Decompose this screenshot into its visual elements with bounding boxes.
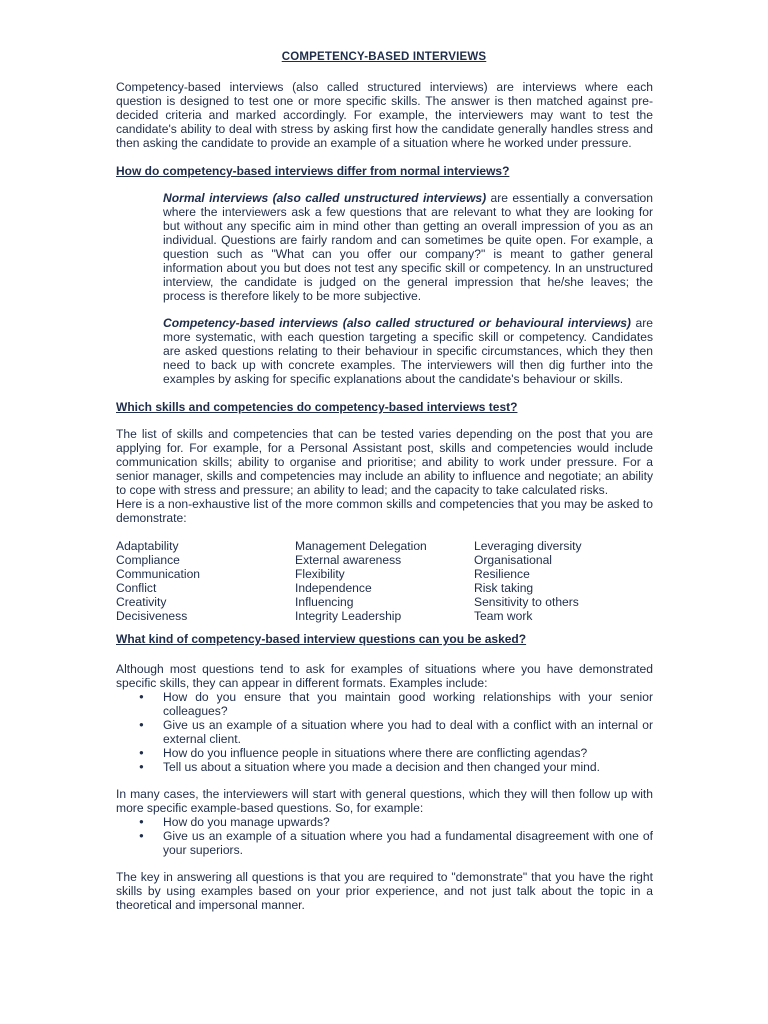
skill-item: Flexibility — [295, 567, 345, 581]
skill-item: Team work — [474, 609, 533, 623]
list-item: ● How do you ensure that you maintain good working relationships with your senior colleagues? — [139, 690, 653, 718]
section-heading-questions: What kind of competency-based interview questions can you be asked? — [116, 632, 527, 646]
skills-column-2 — [295, 539, 474, 623]
skill-item: Decisiveness — [116, 609, 188, 623]
intro-paragraph: Competency-based interviews (also called structured interviews) are interviews where each question is designed to test one or more specific skills. The answer is then matched against pre-decided criteria and marked accordingly. For example, the interviewers may want to test the candidate's ability to deal with stress by asking first how the candidate generally handles stress and then asking the candidate to provide an example of a situation where he worked under pressure. — [116, 80, 653, 150]
section-heading-differences: How do competency-based interviews differ from normal interviews? — [116, 164, 510, 178]
skill-item: Management Delegation — [295, 539, 427, 553]
list-item: ● Give us an example of a situation where you had a fundamental disagreement with one of your superiors. — [139, 829, 653, 857]
skill-item: Sensitivity to others — [474, 595, 579, 609]
skill-item: Creativity — [116, 595, 167, 609]
competency-interviews-paragraph — [163, 316, 653, 386]
skills-list-intro: Here is a non-exhaustive list of the more common skills and competencies that you may be asked to demonstrate: — [116, 497, 653, 525]
skills-column-3 — [474, 539, 653, 623]
list-item: ● Tell us about a situation where you made a decision and then changed your mind. — [139, 760, 653, 774]
section-heading-skills: Which skills and competencies do competency-based interviews test? — [116, 400, 518, 414]
document-body — [116, 80, 653, 912]
skill-item: Influencing — [295, 595, 354, 609]
skill-item: Integrity Leadership — [295, 609, 402, 623]
skills-paragraph: The list of skills and competencies that can be tested varies depending on the post that you are applying for. For example, for a Personal Assistant post, skills and competencies would include communication skills; ability to organise and prioritise; and ability to work under pressure. For a senior manager, skills and competencies may include an ability to influence and negotiate; an ability to cope with stress and pressure; an ability to lead; and the capacity to take calculated risks. — [116, 427, 653, 497]
document-title: COMPETENCY-BASED INTERVIEWS — [281, 51, 487, 63]
follow-up-paragraph: In many cases, the interviewers will start with general questions, which they will then follow up with more specific example-based questions. So, for example: — [116, 787, 653, 815]
key-answer-paragraph: The key in answering all questions is that you are required to "demonstrate" that you have the right skills by using examples based on your prior experience, and not just talk about the topic in a theoretical and impersonal manner. — [116, 870, 653, 912]
skills-table — [116, 539, 653, 623]
follow-up-questions-list — [139, 815, 653, 857]
skill-item: Adaptability — [116, 539, 179, 553]
skill-item: Communication — [116, 567, 201, 581]
skill-item: Organisational — [474, 553, 552, 567]
questions-paragraph: Although most questions tend to ask for examples of situations where you have demonstrated specific skills, they can appear in different formats. Examples include: — [116, 662, 653, 690]
normal-interviews-paragraph — [163, 191, 653, 303]
list-item: ● How do you manage upwards? — [139, 815, 653, 829]
competency-interviews-text: are more systematic, with each question targeting a specific skill or competency. Candidates are asked questions relating to their behaviour in specific circumstances, which they then need to back up with concrete examples. The interviewers will then dig further into the examples by asking for specific explanations about the candidate's behaviour or skills. — [163, 316, 653, 386]
skill-item: Risk taking — [474, 581, 534, 595]
skill-item: Independence — [295, 581, 372, 595]
normal-interviews-lead: Normal interviews (also called unstructured interviews) — [163, 191, 487, 205]
competency-interviews-lead: Competency-based interviews (also called structured or behavioural interviews) — [163, 316, 631, 330]
example-questions-list — [139, 690, 653, 774]
skill-item: Conflict — [116, 581, 157, 595]
skill-item: Leveraging diversity — [474, 539, 582, 553]
skill-item: Compliance — [116, 553, 180, 567]
skill-item: External awareness — [295, 553, 402, 567]
skill-item: Resilience — [474, 567, 530, 581]
skills-column-1 — [116, 539, 295, 623]
list-item: ● How do you influence people in situations where there are conflicting agendas? — [139, 746, 653, 760]
list-item: ● Give us an example of a situation where you had to deal with a conflict with an internal or external client. — [139, 718, 653, 746]
normal-interviews-text: are essentially a conversation where the interviewers ask a few questions that are relevant to what they are looking for but without any specific aim in mind other than getting an overall impression of you as an individual. Questions are fairly random and can sometimes be quite open. For example, a question such as "What can you offer our company?" is meant to gather general information about you but does not test any specific skill or competency. In an unstructured interview, the candidate is judged on the general impression that he/she leaves; the process is therefore likely to be more subjective. — [163, 191, 653, 303]
